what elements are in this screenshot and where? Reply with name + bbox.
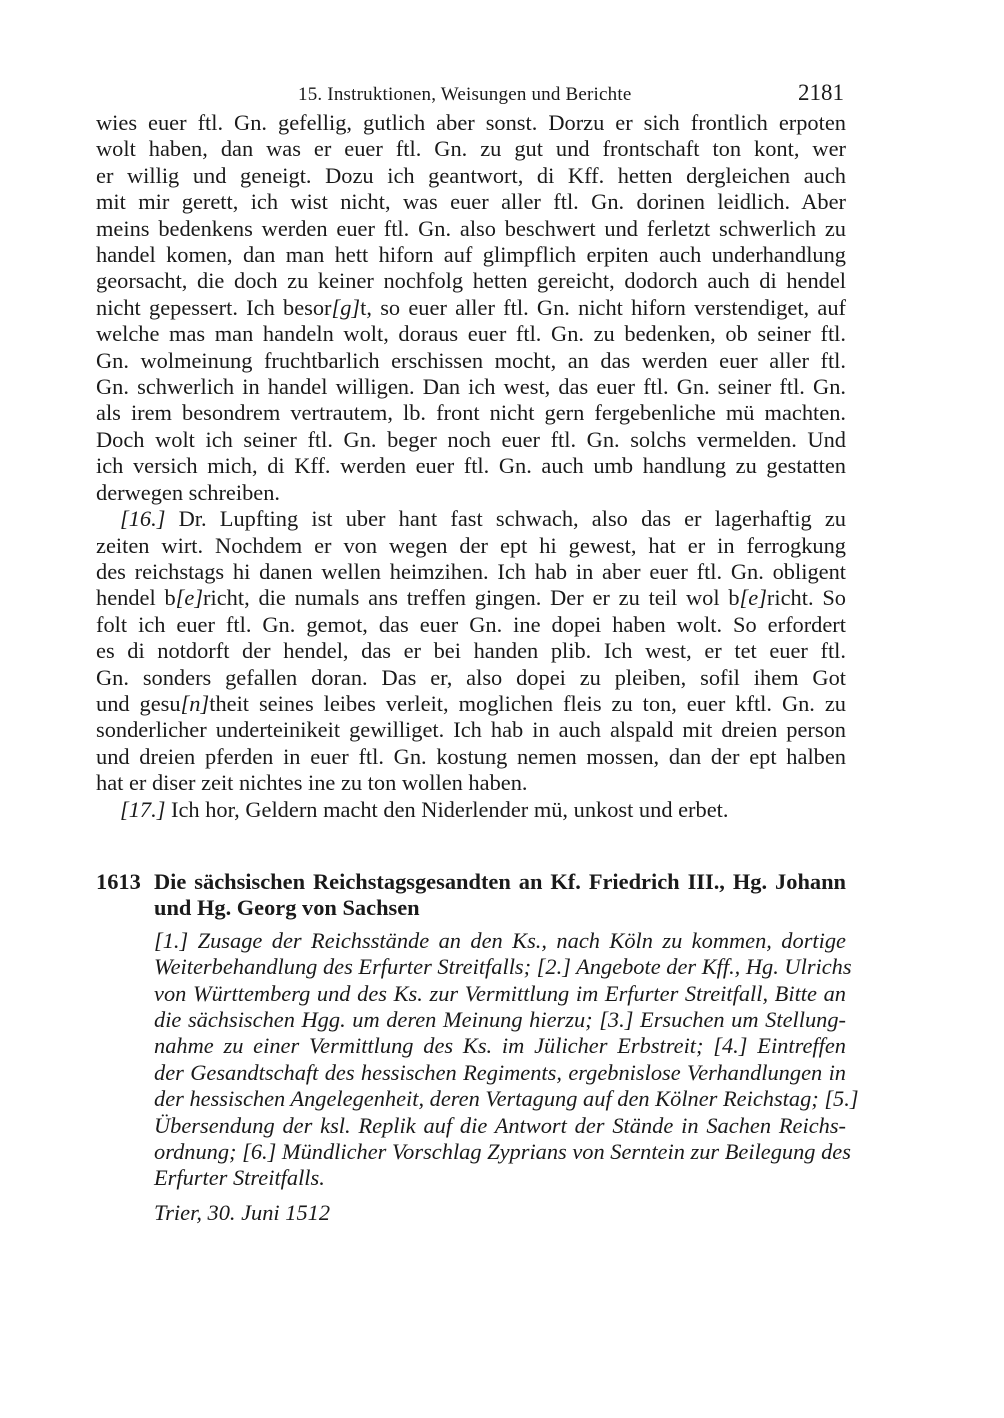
text-line: Gn. sonders gefallen doran. Das er, also dopei zu pleiben, sofil ihem Got — [96, 664, 846, 690]
text-fragment: Dr. Lupfting ist uber hant fast schwach, also das er lagerhaftig zu — [165, 506, 846, 532]
main-text — [96, 110, 846, 823]
text-line: Doch wolt ich seiner ftl. Gn. beger noch euer ftl. Gn. solchs vermelden. Und — [96, 426, 846, 452]
text-line — [96, 506, 846, 532]
text-line: zeiten wirt. Nochdem er von wegen der ept hi gewest, hat er in ferrogkung — [96, 532, 846, 558]
title-line: Die sächsischen Reichstagsgesandten an Kf. Friedrich III., Hg. Johann — [154, 868, 846, 894]
text-line: folt ich euer ftl. Gn. gemot, das euer Gn. ine dopei haben wolt. So erfordert — [96, 611, 846, 637]
text-line: es di notdorft der hendel, das er bei handen plib. Ich west, er tet euer ftl. — [96, 638, 846, 664]
paragraph-continuation — [96, 110, 846, 506]
text-line: meins bedenkens werden euer ftl. Gn. also beschwert und ferletzt schwerlich zu — [96, 215, 846, 241]
regest-line: von Württemberg und des Ks. zur Vermittlung im Erfurter Streitfall, Bitte an — [154, 980, 846, 1006]
text-line: des reichstags hi danen wellen heimzihen. Ich hab in aber euer ftl. Gn. obligent — [96, 558, 846, 584]
text-fragment: t, so euer aller ftl. Gn. nicht hiforn verstendiget, auf — [360, 294, 846, 320]
editorial-emendation: [e] — [175, 585, 204, 611]
text-line: hat er diser zeit nichtes ine zu ton wollen haben. — [96, 770, 528, 796]
text-line: wolt haben, dan was er euer ftl. Gn. zu gut und frontschaft ton kont, wer — [96, 136, 846, 162]
text-line — [96, 691, 846, 717]
document-entry — [96, 868, 859, 1226]
editorial-emendation: [e] — [739, 585, 767, 611]
text-fragment: nicht gepessert. Ich besor — [96, 294, 332, 320]
document-regest — [154, 927, 859, 1192]
page-number: 2181 — [798, 80, 844, 105]
text-fragment: und gesu — [96, 690, 181, 716]
text-line: welche mas man handeln wolt, doraus euer ftl. Gn. zu bedenken, ob seiner ftl. — [96, 321, 846, 347]
text-line: er willig und geneigt. Dozu ich geantwort, di Kff. hetten dergleichen auch — [96, 162, 846, 188]
text-line: sonderlicher underteinikeit gewilliget. Ich hab in auch alspald mit dreien person — [96, 717, 846, 743]
regest-line: der hessischen Angelegenheit, deren Vertagung auf den Kölner Reichstag; [5.] — [154, 1086, 859, 1112]
text-fragment: Ich hor, Geldern macht den Niderlender mü, unkost und erbet. — [165, 796, 729, 822]
title-line: und Hg. Georg von Sachsen — [154, 895, 420, 921]
editorial-emendation: [g] — [331, 294, 361, 320]
text-line: als irem besondrem vertrautem, lb. front nicht gern fergebenliche mü machten. — [96, 400, 846, 426]
running-head-title: 15. Instruktionen, Weisungen und Berichte — [298, 84, 632, 105]
document-number: 1613 — [96, 868, 141, 894]
regest-line: nahme zu einer Vermittlung des Ks. im Jülicher Erbstreit; [4.] Eintreffen — [154, 1033, 846, 1059]
text-line — [96, 585, 846, 611]
text-line: wies euer ftl. Gn. gefellig, gutlich aber sonst. Dorzu er sich frontlich erpoten — [96, 110, 846, 135]
section-marker: [16.] — [120, 506, 166, 532]
regest-line: die sächsischen Hgg. um deren Meinung hierzu; [3.] Ersuchen um Stellung- — [154, 1007, 846, 1032]
regest-line: [1.] Zusage der Reichsstände an den Ks., nach Köln zu kommen, dortige — [154, 927, 846, 953]
regest-line: Übersendung der ksl. Replik auf die Antwort der Stände in Sachen Reichs- — [154, 1112, 846, 1138]
text-line: ich versich mich, di Kff. werden euer ftl. Gn. auch umb handlung zu gestatten — [96, 453, 846, 479]
text-fragment: hendel b — [96, 585, 176, 611]
regest-line: Weiterbehandlung des Erfurter Streitfalls; [2.] Angebote der Kff., Hg. Ulrichs — [154, 954, 852, 980]
paragraph-16 — [96, 506, 846, 796]
text-line: Gn. wolmeinung fruchtbarlich erschissen mocht, an das werden euer aller ftl. — [96, 347, 846, 373]
document-title — [154, 869, 846, 922]
regest-line: Erfurter Streitfalls. — [154, 1165, 325, 1191]
text-line — [96, 295, 846, 321]
regest-line: der Gesandtschaft des hessischen Regiments, ergebnislose Verhandlungen in — [154, 1059, 846, 1085]
book-page — [96, 78, 859, 1226]
text-fragment: richt, die numals ans treffen gingen. Der er zu teil wol b — [203, 585, 740, 611]
text-line: georsacht, die doch zu keiner nochfolg hetten gereicht, dodorch auch di hendel — [96, 268, 846, 294]
running-head — [96, 78, 846, 110]
text-line: und dreien pferden in euer ftl. Gn. kostung nemen mossen, dan der ept halben — [96, 743, 846, 769]
paragraph-17 — [96, 797, 846, 823]
document-heading — [96, 869, 846, 922]
document-dateline: Trier, 30. Juni 1512 — [154, 1199, 331, 1225]
text-line: derwegen schreiben. — [96, 479, 281, 505]
text-fragment: richt. So — [766, 585, 846, 611]
editorial-emendation: [n] — [180, 690, 210, 716]
text-line — [96, 797, 846, 823]
text-line: handel komen, dan man hett hiforn auf glimpflich erpiten auch underhandlung — [96, 242, 846, 268]
text-fragment: theit seines leibes verleit, moglichen fleis zu ton, euer kftl. Gn. zu — [209, 690, 846, 716]
text-line: mit mir gerett, ich wist nicht, was euer aller ftl. Gn. dorinen leidlich. Aber — [96, 189, 846, 215]
section-marker: [17.] — [120, 796, 166, 822]
text-line: Gn. schwerlich in handel willigen. Dan ich west, das euer ftl. Gn. seiner ftl. Gn. — [96, 374, 846, 400]
regest-line: ordnung; [6.] Mündlicher Vorschlag Zyprians von Serntein zur Beilegung des — [154, 1139, 851, 1165]
